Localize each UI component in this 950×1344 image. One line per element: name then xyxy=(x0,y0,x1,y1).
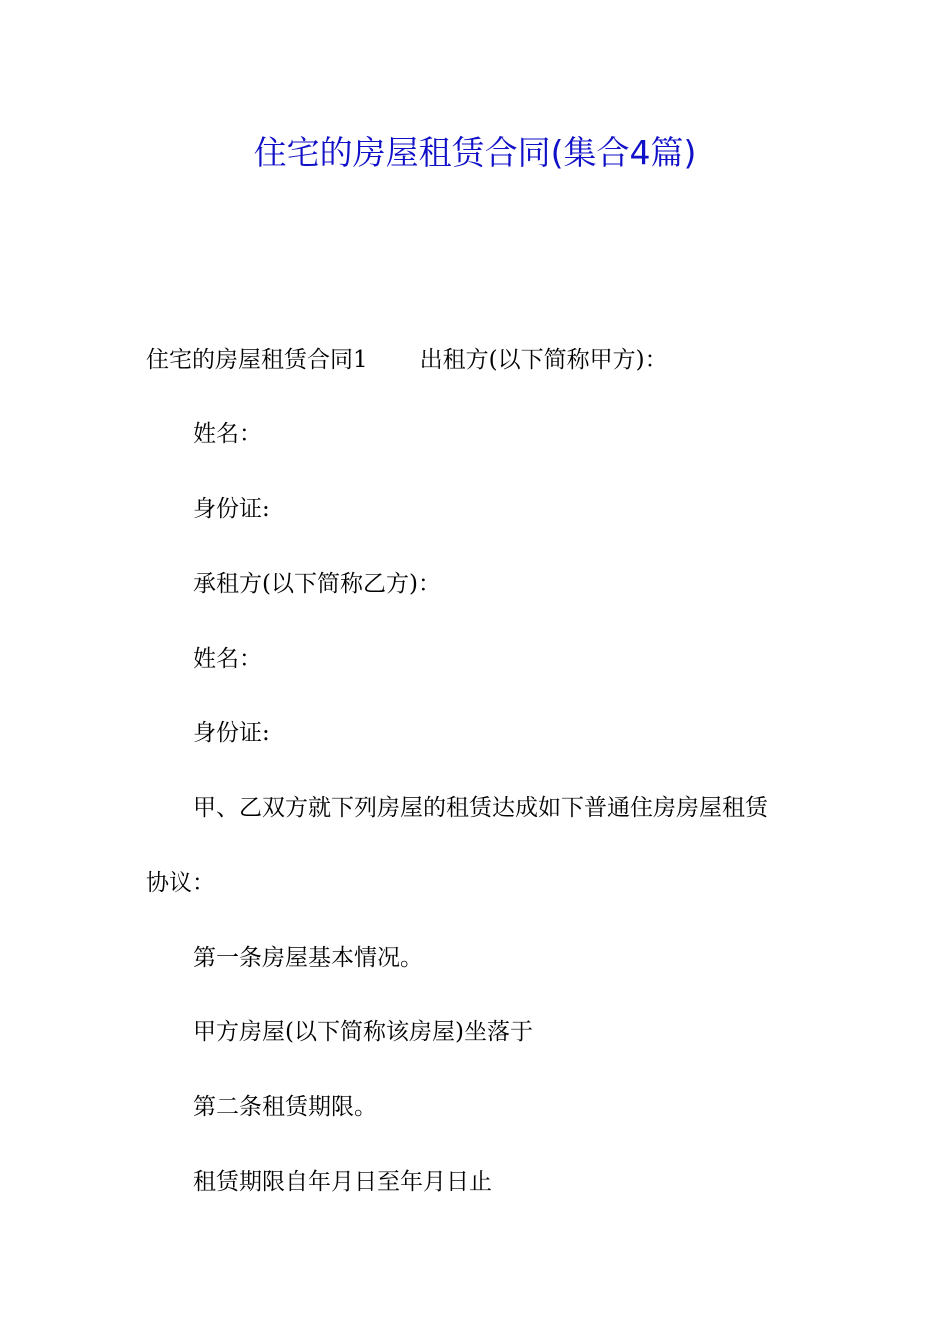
lessor-label: 出租方(以下简称甲方)： xyxy=(419,347,668,373)
lessee-id-line: 身份证: xyxy=(193,720,270,746)
lessor-name-line: 姓名： xyxy=(193,421,262,447)
lessee-label-line: 承租方(以下简称乙方)： xyxy=(193,571,441,597)
lessee-name-line: 姓名： xyxy=(193,646,262,672)
article-1-heading: 第一条房屋基本情况。 xyxy=(193,945,423,971)
agreement-paragraph-line: 甲、乙双方就下列房屋的租赁达成如下普通住房房屋租赁 xyxy=(193,795,768,821)
first-line xyxy=(146,342,668,378)
article-2-term-line: 租赁期限自年月日至年月日止 xyxy=(193,1169,492,1195)
lessor-id-line: 身份证: xyxy=(193,496,270,522)
contract-heading: 住宅的房屋租赁合同1 xyxy=(146,347,368,373)
article-2-heading: 第二条租赁期限。 xyxy=(193,1094,377,1120)
document-title: 住宅的房屋租赁合同(集合4篇) xyxy=(253,133,697,172)
article-1-location-line: 甲方房屋(以下简称该房屋)坐落于 xyxy=(193,1019,533,1045)
agreement-paragraph-continuation: 协议： xyxy=(146,870,215,896)
